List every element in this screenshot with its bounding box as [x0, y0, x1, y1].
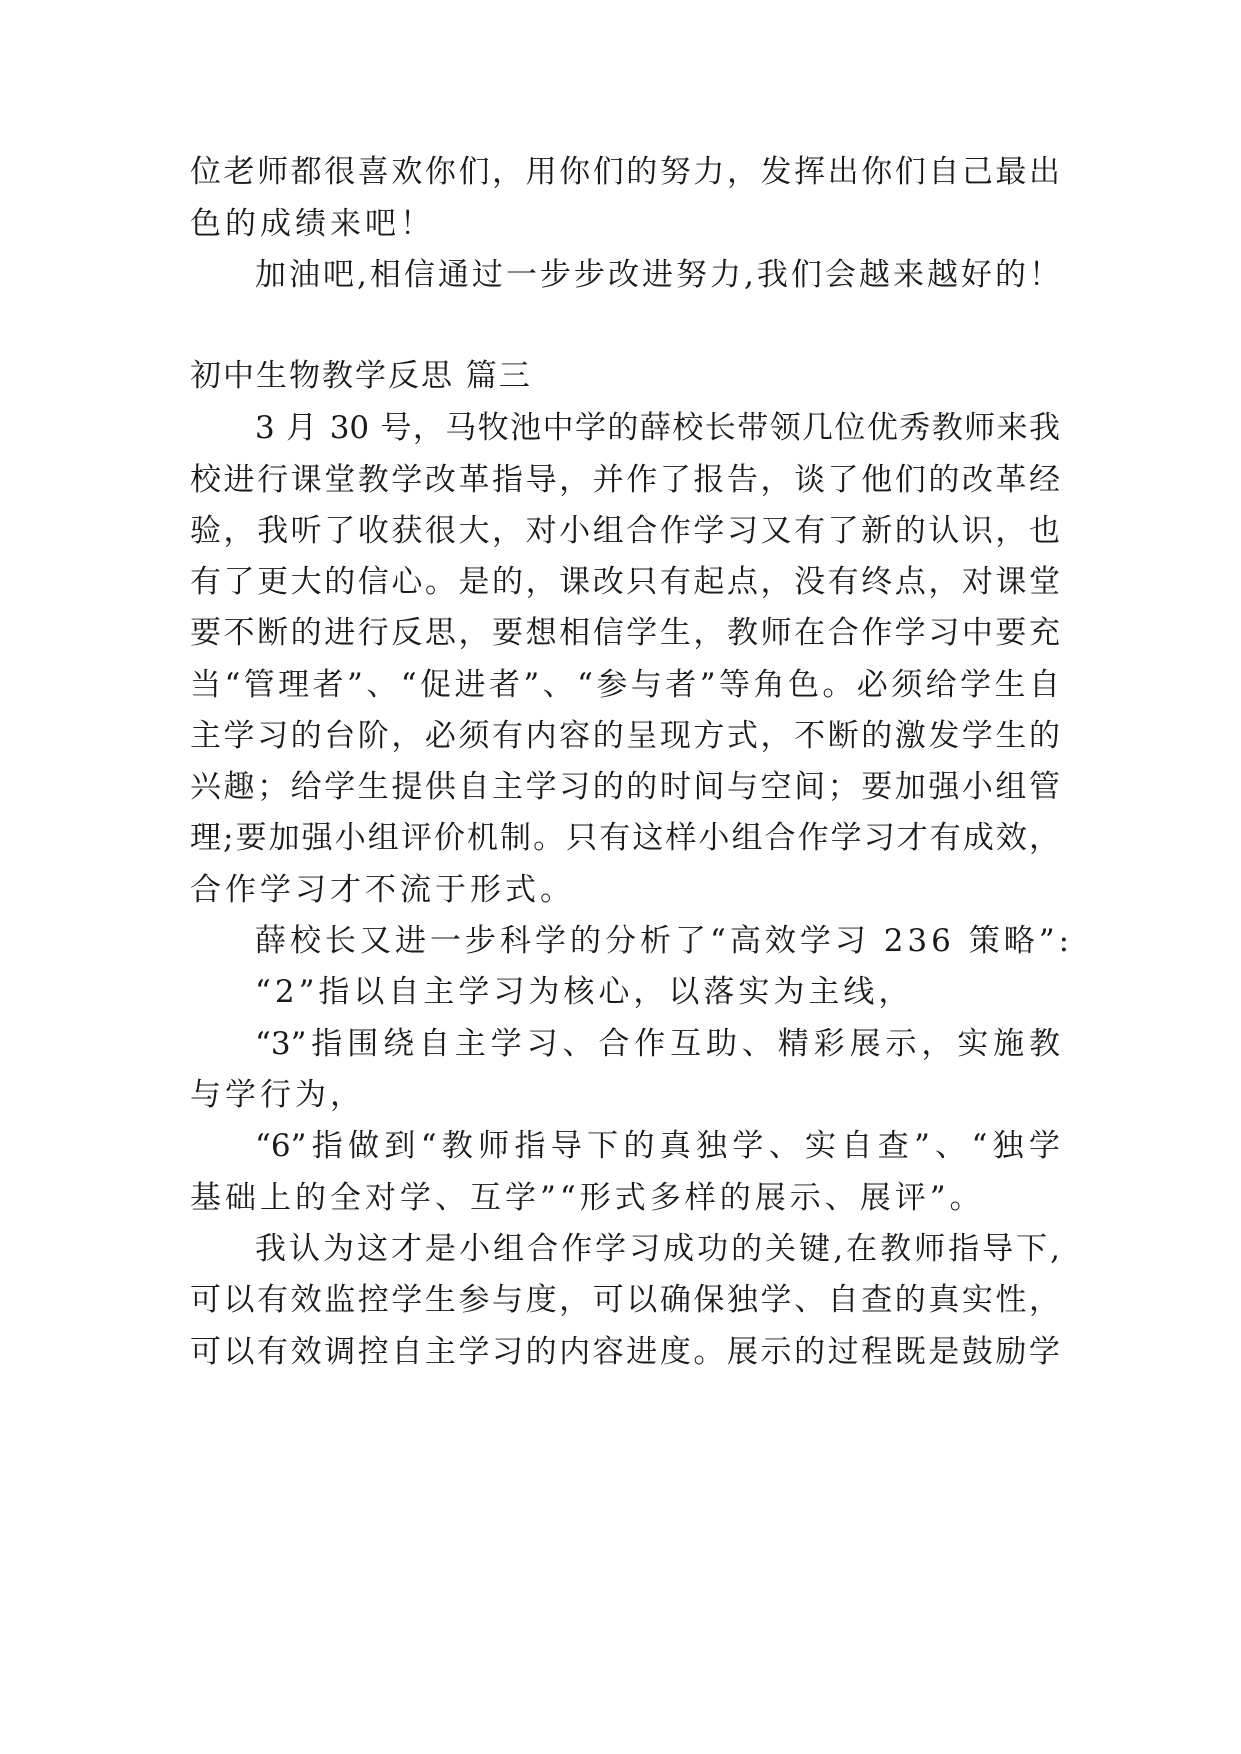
paragraph-line: 3 月 30 号，马牧池中学的薛校长带领几位优秀教师来我	[255, 410, 1060, 446]
paragraph-line: 验，我听了收获很大，对小组合作学习又有了新的认识，也	[190, 513, 1060, 549]
list-item-continuation: 基础上的全对学、互学”“形式多样的展示、展评”。	[190, 1180, 985, 1216]
section-heading: 初中生物教学反思 篇三	[190, 358, 532, 394]
paragraph-line: 理;要加强小组评价机制。只有这样小组合作学习才有成效，	[190, 820, 1060, 856]
paragraph-line: 校进行课堂教学改革指导，并作了报告，谈了他们的改革经	[190, 462, 1060, 498]
paragraph-line: 主学习的台阶，必须有内容的呈现方式，不断的激发学生的	[190, 718, 1060, 754]
list-item-continuation: 与学行为，	[190, 1077, 365, 1113]
paragraph-line: 要不断的进行反思，要想相信学生，教师在合作学习中要充	[190, 615, 1060, 651]
paragraph-line: 加油吧,相信通过一步步改进努力,我们会越来越好的！	[255, 257, 1060, 293]
paragraph-line: 有了更大的信心。是的，课改只有起点，没有终点，对课堂	[190, 564, 1060, 600]
paragraph-line: 合作学习才不流于形式。	[190, 872, 575, 908]
paragraph-line: 可以有效调控自主学习的内容进度。展示的过程既是鼓励学	[190, 1334, 1060, 1370]
paragraph-line: 我认为这才是小组合作学习成功的关键,在教师指导下,	[255, 1231, 1060, 1267]
list-item: “6”指做到“教师指导下的真独学、实自查”、“独学	[255, 1128, 1060, 1164]
paragraph-line: 可以有效监控学生参与度，可以确保独学、自查的真实性，	[190, 1282, 1060, 1318]
paragraph-line: 兴趣；给学生提供自主学习的的时间与空间；要加强小组管	[190, 769, 1060, 805]
paragraph-line: 当“管理者”、“促进者”、“参与者”等角色。必须给学生自	[190, 667, 1060, 703]
paragraph-line: 色的成绩来吧！	[190, 206, 435, 242]
paragraph-line: 位老师都很喜欢你们，用你们的努力，发挥出你们自己最出	[190, 154, 1060, 190]
list-item: “3”指围绕自主学习、合作互助、精彩展示，实施教	[255, 1026, 1060, 1062]
list-item: “2”指以自主学习为核心，以落实为主线，	[255, 974, 914, 1010]
paragraph-line: 薛校长又进一步科学的分析了“高效学习 236 策略”:	[255, 923, 1074, 959]
